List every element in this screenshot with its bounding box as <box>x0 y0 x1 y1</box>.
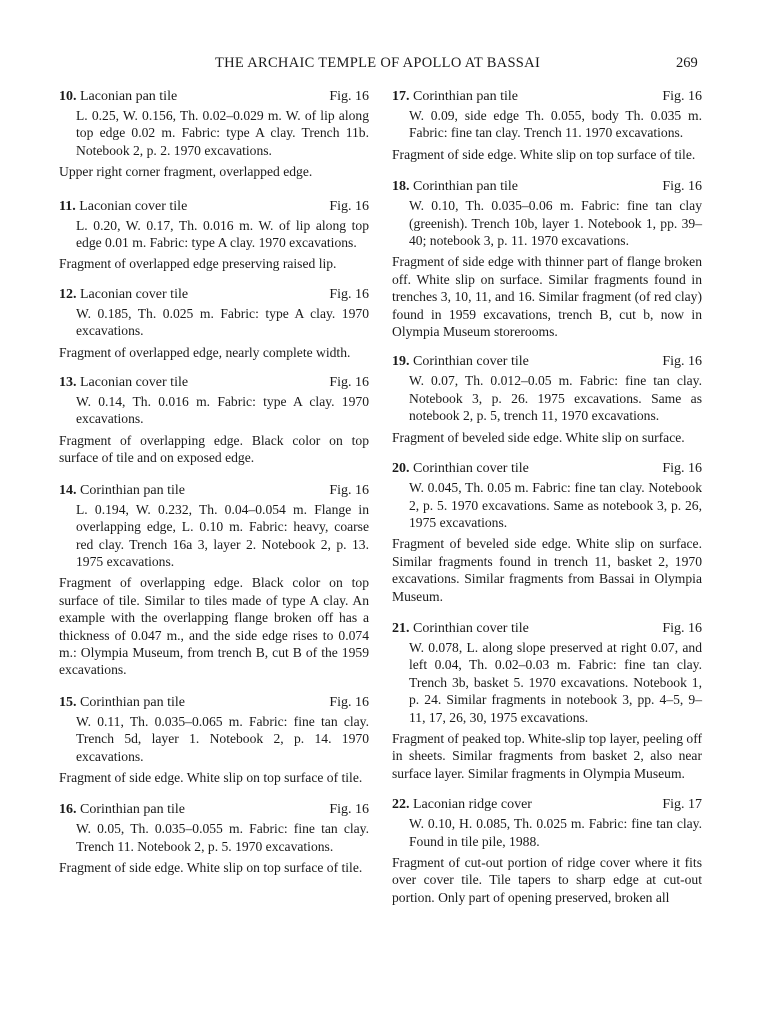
catalog-entry-10 <box>59 88 369 181</box>
entry-specs: L. 0.194, W. 0.232, Th. 0.04–0.054 m. Flange in overlapping edge, L. 0.10 m. Fabric: heavy, coarse red clay. Trench 16a 3, layer 2. Notebook 2, p. 13. 1975 excavations. <box>76 501 369 569</box>
entry-specs: W. 0.10, H. 0.085, Th. 0.025 m. Fabric: fine tan clay. Found in tile pile, 1988. <box>409 816 702 849</box>
entry-specs: W. 0.05, Th. 0.035–0.055 m. Fabric: fine tan clay. Trench 11. Notebook 2, p. 5. 1970 excavations. <box>76 821 369 854</box>
entry-title: Corinthian pan tile <box>413 179 518 195</box>
entry-number: 21. <box>392 620 410 636</box>
entry-description: Fragment of peaked top. White-slip top layer, peeling off in sheets. Similar fragments from basket 2, also near surface layer. Similar fragments in Olympia Museum. <box>392 730 703 781</box>
entry-description: Fragment of side edge. White slip on top surface of tile. <box>392 146 696 162</box>
figure-reference: Fig. 16 <box>329 802 369 818</box>
entry-title: Laconian cover tile <box>80 286 189 302</box>
entry-title: Laconian cover tile <box>80 375 189 391</box>
entry-description: Fragment of beveled side edge. White slip on surface. <box>392 429 685 445</box>
entry-specs: W. 0.185, Th. 0.025 m. Fabric: type A clay. 1970 excavations. <box>76 305 369 339</box>
figure-reference: Fig. 16 <box>329 694 369 710</box>
left-column <box>59 88 369 877</box>
catalog-entry-21 <box>392 620 702 782</box>
entry-heading <box>59 801 369 819</box>
entry-title: Corinthian cover tile <box>413 620 529 636</box>
entry-number: 11. <box>59 198 76 214</box>
figure-reference: Fig. 16 <box>662 461 702 477</box>
figure-reference: Fig. 16 <box>662 620 702 636</box>
entry-title: Corinthian pan tile <box>80 482 185 498</box>
entry-title: Laconian cover tile <box>79 198 188 214</box>
entry-title: Corinthian pan tile <box>80 802 185 818</box>
entry-heading <box>59 694 369 712</box>
page-header <box>0 55 757 77</box>
catalog-entry-22 <box>392 796 702 906</box>
entry-description: Fragment of overlapped edge preserving raised lip. <box>59 256 337 272</box>
entry-specs: W. 0.045, Th. 0.05 m. Fabric: fine tan clay. Notebook 2, p. 5. 1970 excavations. Same as notebook 3, p. 26, 1975 excavations. <box>409 480 702 530</box>
entry-specs: W. 0.07, Th. 0.012–0.05 m. Fabric: fine tan clay. Notebook 3, p. 26. 1975 excavations. Same as notebook 2, p. 5, trench 11, 1970 excavations. <box>409 373 702 424</box>
figure-reference: Fig. 16 <box>662 179 702 195</box>
entry-specs: L. 0.20, W. 0.17, Th. 0.016 m. W. of lip along top edge 0.01 m. Fabric: type A clay. 1970 excavations. <box>76 217 369 251</box>
entry-description: Fragment of side edge with thinner part of flange broken off. White slip on surface. Similar fragments found in trenches 3, 10, 11, and 16. Similar fragment (of red clay) found in 1959 excavations, trench B, cut b, now in Olympia Museum storerooms. <box>392 254 702 340</box>
entry-number: 13. <box>59 375 77 391</box>
entry-title: Laconian ridge cover <box>413 797 532 813</box>
running-title: THE ARCHAIC TEMPLE OF APOLLO AT BASSAI <box>215 55 541 71</box>
figure-reference: Fig. 16 <box>329 198 369 214</box>
catalog-entry-12 <box>59 286 369 361</box>
entry-specs: L. 0.25, W. 0.156, Th. 0.02–0.029 m. W. of lip along top edge 0.02 m. Fabric: type A clay. Trench 11b. Notebook 2, p. 2. 1970 excavations. <box>76 108 369 158</box>
right-column <box>392 88 702 906</box>
entry-number: 10. <box>59 89 77 104</box>
entry-specs: W. 0.09, side edge Th. 0.055, body Th. 0.035 m. Fabric: fine tan clay. Trench 11. 1970 excavations. <box>409 108 702 141</box>
catalog-entry-14 <box>59 482 369 679</box>
entry-number: 20. <box>392 461 410 477</box>
catalog-entry-20 <box>392 460 702 605</box>
entry-number: 14. <box>59 482 77 498</box>
figure-reference: Fig. 16 <box>329 482 369 498</box>
entry-description: Fragment of side edge. White slip on top surface of tile. <box>59 860 363 876</box>
entry-heading <box>59 88 369 106</box>
entry-description: Fragment of side edge. White slip on top surface of tile. <box>59 769 363 785</box>
entry-number: 15. <box>59 694 77 710</box>
entry-description: Upper right corner fragment, overlapped edge. <box>59 164 313 180</box>
figure-reference: Fig. 16 <box>662 89 702 104</box>
catalog-entry-16 <box>59 801 369 876</box>
entry-number: 18. <box>392 179 410 195</box>
entry-number: 19. <box>392 354 410 370</box>
entry-title: Corinthian pan tile <box>80 694 185 710</box>
entry-description: Fragment of cut-out portion of ridge cover where it fits over cover tile. Tile tapers to sharp edge at cut-out portion. Only part of opening preserved, broken all <box>392 855 702 905</box>
entry-title: Corinthian cover tile <box>413 354 529 370</box>
entry-heading <box>59 198 369 216</box>
entry-specs: W. 0.10, Th. 0.035–0.06 m. Fabric: fine tan clay (greenish). Trench 10b, layer 1. Notebook 1, pp. 39–40; notebook 3, p. 11. 1970 excavations. <box>409 198 702 249</box>
entry-specs: W. 0.11, Th. 0.035–0.065 m. Fabric: fine tan clay. Trench 5d, layer 1. Notebook 2, p. 14. 1970 excavations. <box>76 713 369 764</box>
entry-title: Corinthian pan tile <box>413 89 518 104</box>
entry-heading <box>59 374 369 392</box>
figure-reference: Fig. 16 <box>329 286 369 302</box>
entry-number: 22. <box>392 797 410 813</box>
entry-heading <box>392 178 702 196</box>
entry-number: 16. <box>59 802 77 818</box>
catalog-entry-17 <box>392 88 702 163</box>
entry-description: Fragment of overlapping edge. Black color on top surface of tile. Similar to tiles made of type A clay. An example with the overlapping flange broken off has a thickness of 0.047 m., and the side edge rises to 0.074 m.: Olympia Museum, from trench B, cut B of the 1959 excavations. <box>59 575 369 678</box>
catalog-entry-15 <box>59 694 369 787</box>
entry-number: 12. <box>59 286 77 302</box>
figure-reference: Fig. 16 <box>329 89 369 104</box>
entry-description: Fragment of overlapping edge. Black color on top surface of tile and on exposed edge. <box>59 432 369 466</box>
entry-heading <box>392 620 702 638</box>
entry-title: Corinthian cover tile <box>413 461 529 477</box>
entry-heading <box>392 88 702 106</box>
entry-specs: W. 0.078, L. along slope preserved at right 0.07, and left 0.04, Th. 0.02–0.03 m. Fabric: fine tan clay. Trench 3b, basket 5. 1970 excavations. Notebook 1, p. 24. Similar fragments in notebook 3, pp. 4–5, 9–11, 17, 26, 30, 1975 excavations. <box>409 639 702 725</box>
page-number: 269 <box>676 55 698 71</box>
catalog-entry-18 <box>392 178 702 340</box>
catalog-entry-13 <box>59 374 369 467</box>
catalog-entry-11 <box>59 198 369 273</box>
entry-heading <box>59 286 369 304</box>
entry-heading <box>392 460 702 478</box>
figure-reference: Fig. 16 <box>329 375 369 391</box>
entry-number: 17. <box>392 89 410 104</box>
entry-specs: W. 0.14, Th. 0.016 m. Fabric: type A clay. 1970 excavations. <box>76 394 369 427</box>
figure-reference: Fig. 17 <box>662 797 702 813</box>
entry-heading <box>392 353 702 371</box>
entry-description: Fragment of beveled side edge. White slip on surface. Similar fragments found in trench 11, basket 2, 1970 excavations. Similar fragments from Bassai in Olympia Museum. <box>392 536 702 604</box>
entry-description: Fragment of overlapped edge, nearly complete width. <box>59 344 351 360</box>
catalog-entry-19 <box>392 353 702 446</box>
entry-title: Laconian pan tile <box>80 89 178 104</box>
entry-heading <box>392 796 702 814</box>
figure-reference: Fig. 16 <box>662 354 702 370</box>
entry-heading <box>59 482 369 500</box>
